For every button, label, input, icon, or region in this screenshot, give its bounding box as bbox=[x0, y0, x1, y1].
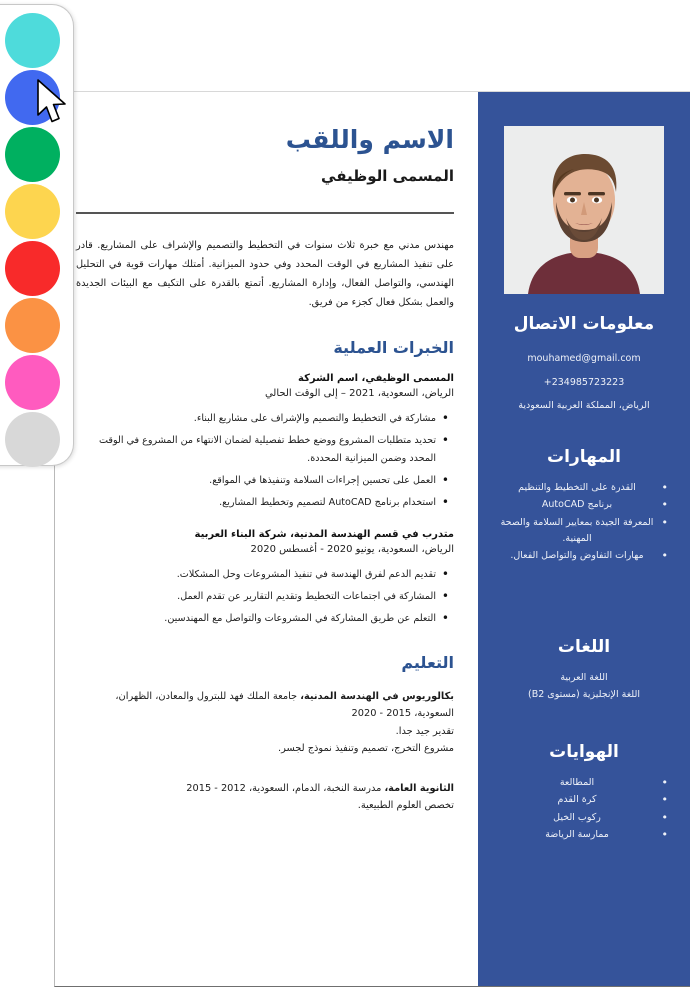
education-degree-line bbox=[76, 780, 454, 797]
education-note: تخصص العلوم الطبيعية. bbox=[357, 800, 454, 812]
list-item: • المطالعة bbox=[498, 775, 656, 791]
entry-meta: الرياض، السعودية، يونيو 2020 - أغسطس 2020 bbox=[250, 543, 454, 555]
color-palette-panel[interactable] bbox=[0, 4, 74, 466]
education-entry bbox=[76, 688, 454, 758]
list-item: • ركوب الخيل bbox=[498, 810, 656, 826]
language-item: اللغة العربية bbox=[560, 672, 608, 683]
skills-heading: المهارات bbox=[547, 447, 621, 467]
swatch-orange[interactable] bbox=[5, 298, 60, 353]
education-degree-line bbox=[76, 688, 454, 723]
title-divider bbox=[76, 212, 454, 214]
swatch-red[interactable] bbox=[5, 241, 60, 296]
swatch-yellow[interactable] bbox=[5, 184, 60, 239]
education-institution: جامعة الملك فهد للبترول والمعادن، الظهران، السعودية، 2015 - 2020 bbox=[115, 690, 454, 720]
list-item: • كرة القدم bbox=[498, 792, 656, 808]
languages-section bbox=[478, 637, 690, 703]
profile-photo bbox=[504, 126, 664, 294]
list-item: • العمل على تحسين إجراءات السلامة وتنفيذها في المواقع. bbox=[76, 472, 436, 489]
profile-summary: مهندس مدني مع خبرة ثلاث سنوات في التخطيط والتصميم والإشراف على المشاريع. قادر على تنفيذ المشاريع في الوقت المحدد وفي حدود الميزانية. أمتلك مهارات قوية في التحليل الهندسي، والتواصل الفعال، وإدارة المشاريع. أتمتع بالقدرة على التكيف مع البيئات الجديدة والعمل بشكل فعال كجزء من فريق. bbox=[76, 240, 454, 309]
education-degree: بكالوريوس في الهندسة المدنية، bbox=[300, 690, 454, 702]
experience-entry bbox=[76, 529, 454, 627]
list-item: • المشاركة في اجتماعات التخطيط وتقديم التقارير عن تقدم العمل. bbox=[76, 588, 436, 605]
contact-email[interactable]: mouhamed@gmail.com bbox=[527, 353, 641, 364]
hobbies-list bbox=[490, 775, 678, 843]
page-title: الاسم واللقب bbox=[285, 125, 454, 154]
entry-title: المسمى الوظيفي، اسم الشركة bbox=[298, 373, 454, 385]
swatch-blue[interactable] bbox=[5, 70, 60, 125]
experience-entry bbox=[76, 373, 454, 510]
contact-section bbox=[478, 314, 690, 414]
education-institution: مدرسة النخبة، الدمام، السعودية، 2012 - 2015 bbox=[186, 782, 385, 794]
contact-phone[interactable]: +234985723223 bbox=[543, 376, 625, 388]
education-note: تقدير جيد جدا. bbox=[395, 725, 454, 737]
languages-heading: اللغات bbox=[557, 637, 611, 657]
resume-main-column bbox=[54, 92, 478, 987]
language-item: اللغة الإنجليزية (مستوى B2) bbox=[527, 688, 640, 700]
list-item: • استخدام برنامج AutoCAD لتصميم وتخطيط المشاريع. bbox=[76, 494, 436, 511]
entry-title: متدرب في قسم الهندسة المدنية، شركة البناء العربية bbox=[194, 528, 454, 540]
list-item: • برنامج AutoCAD bbox=[498, 497, 656, 513]
entry-meta: الرياض، السعودية، 2021 – إلى الوقت الحالي bbox=[264, 388, 454, 400]
profile-photo-image bbox=[504, 126, 664, 294]
skills-list bbox=[490, 480, 678, 565]
education-note: مشروع التخرج، تصميم وتنفيذ نموذج لجسر. bbox=[278, 743, 454, 755]
list-item: • تحديد متطلبات المشروع ووضع خطط تفصيلية لضمان الانتهاء من المشروع في الوقت المحدد وضمن الميزانية المحددة. bbox=[76, 432, 436, 466]
resume-page bbox=[54, 91, 690, 987]
list-item: • مهارات التفاوض والتواصل الفعال. bbox=[498, 548, 656, 564]
hobbies-section bbox=[478, 742, 690, 844]
list-item: • المعرفة الجيدة بمعايير السلامة والصحة المهنية. bbox=[498, 515, 656, 548]
job-title: المسمى الوظيفي bbox=[321, 167, 454, 185]
education-degree: الثانوية العامة، bbox=[384, 782, 454, 794]
list-item: • تقديم الدعم لفرق الهندسة في تنفيذ المشروعات وحل المشكلات. bbox=[76, 566, 436, 583]
contact-heading: معلومات الاتصال bbox=[513, 314, 655, 334]
experience-bullets bbox=[76, 566, 454, 627]
swatch-green[interactable] bbox=[5, 127, 60, 182]
swatch-pink[interactable] bbox=[5, 355, 60, 410]
swatch-gray[interactable] bbox=[5, 412, 60, 467]
skills-section bbox=[478, 447, 690, 566]
list-item: • مشاركة في التخطيط والتصميم والإشراف على مشاريع البناء. bbox=[76, 410, 436, 427]
list-item: • ممارسة الرياضة bbox=[498, 827, 656, 843]
education-entry bbox=[76, 780, 454, 815]
resume-sidebar bbox=[478, 92, 690, 987]
hobbies-heading: الهوايات bbox=[549, 742, 619, 762]
list-item: • التعلم عن طريق المشاركة في المشروعات والتواصل مع المهندسين. bbox=[76, 610, 436, 627]
swatch-turquoise[interactable] bbox=[5, 13, 60, 68]
contact-address: الرياض، المملكة العربية السعودية bbox=[518, 400, 650, 412]
experience-bullets bbox=[76, 410, 454, 510]
contact-details bbox=[490, 352, 678, 414]
education-heading: التعليم bbox=[401, 652, 454, 672]
list-item: • القدرة على التخطيط والتنظيم bbox=[498, 480, 656, 496]
experience-heading: الخبرات العملية bbox=[333, 338, 454, 358]
